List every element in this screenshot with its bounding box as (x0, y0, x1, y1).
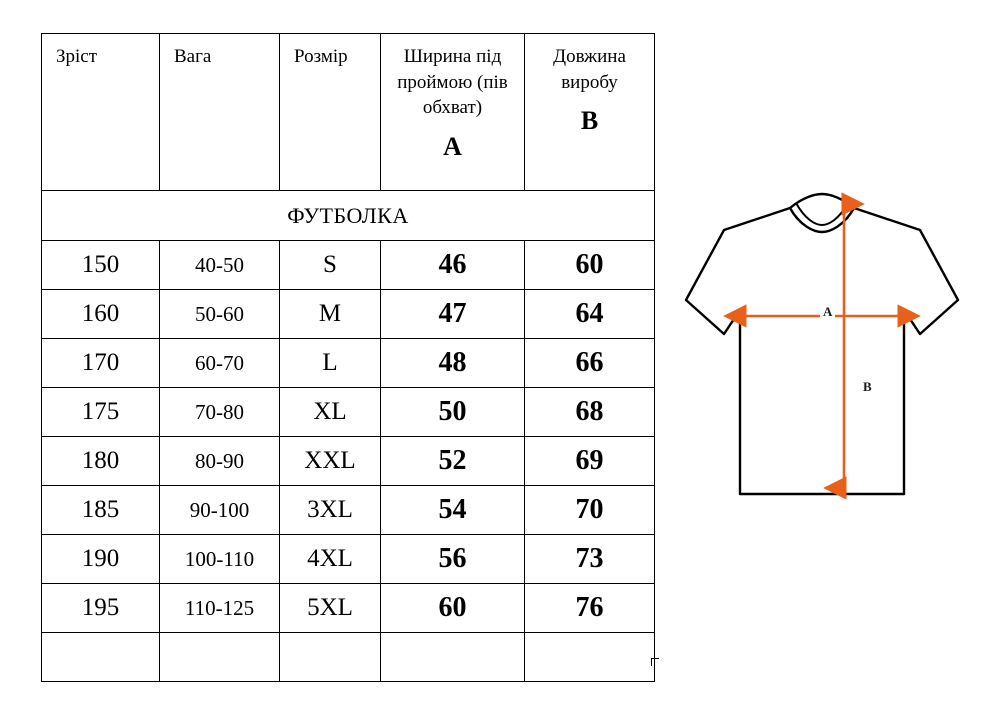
cell-size: M (280, 290, 381, 339)
cell-weight: 40-50 (160, 241, 280, 290)
cell-length-b: 70 (525, 486, 655, 535)
cell-length-b: 66 (525, 339, 655, 388)
column-header-size-label: Розмір (294, 46, 348, 67)
cell-height: 160 (42, 290, 160, 339)
cell-weight: 90-100 (160, 486, 280, 535)
section-title: ФУТБОЛКА (42, 191, 655, 241)
table-row (42, 290, 655, 339)
cell-width-a: 46 (381, 241, 525, 290)
table-row (42, 437, 655, 486)
column-header-length (525, 34, 655, 191)
cell-height: 175 (42, 388, 160, 437)
cell-length-b: 73 (525, 535, 655, 584)
cell-weight (160, 633, 280, 682)
cell-size (280, 633, 381, 682)
cell-weight: 70-80 (160, 388, 280, 437)
cell-width-a: 52 (381, 437, 525, 486)
shirt-outline-path (686, 194, 958, 494)
cell-size: XXL (280, 437, 381, 486)
cell-weight: 60-70 (160, 339, 280, 388)
cell-width-a (381, 633, 525, 682)
column-header-size (280, 34, 381, 191)
column-header-width-label: Ширина під проймою (пів обхват) (397, 46, 508, 119)
cell-height: 170 (42, 339, 160, 388)
cell-size: 4XL (280, 535, 381, 584)
cell-size: 3XL (280, 486, 381, 535)
cell-length-b (525, 633, 655, 682)
table-row (42, 241, 655, 290)
t-shirt-measurement-diagram (672, 182, 972, 522)
size-chart-table (41, 33, 655, 682)
cell-size: XL (280, 388, 381, 437)
cell-width-a: 50 (381, 388, 525, 437)
cell-length-b: 69 (525, 437, 655, 486)
cell-length-b: 64 (525, 290, 655, 339)
cell-length-b: 68 (525, 388, 655, 437)
table-row (42, 584, 655, 633)
cell-size: L (280, 339, 381, 388)
cell-height: 180 (42, 437, 160, 486)
table-row-empty (42, 633, 655, 682)
cell-height: 150 (42, 241, 160, 290)
cell-length-b: 60 (525, 241, 655, 290)
table-header-row (42, 34, 655, 191)
cell-weight: 80-90 (160, 437, 280, 486)
cell-weight: 50-60 (160, 290, 280, 339)
cell-height: 185 (42, 486, 160, 535)
column-header-width-letter: A (443, 131, 462, 161)
column-header-width (381, 34, 525, 191)
table-row (42, 339, 655, 388)
cell-height: 195 (42, 584, 160, 633)
cell-size: S (280, 241, 381, 290)
cell-width-a: 48 (381, 339, 525, 388)
cell-length-b: 76 (525, 584, 655, 633)
cell-weight: 100-110 (160, 535, 280, 584)
table-section-row (42, 191, 655, 241)
cell-weight: 110-125 (160, 584, 280, 633)
cell-width-a: 56 (381, 535, 525, 584)
cell-height: 190 (42, 535, 160, 584)
diagram-label-a: A (820, 304, 835, 320)
table-row (42, 486, 655, 535)
size-chart-container (41, 33, 654, 682)
column-header-length-label: Довжина виробу (553, 46, 626, 93)
column-header-weight (160, 34, 280, 191)
cell-width-a: 47 (381, 290, 525, 339)
diagram-label-b: B (860, 379, 875, 395)
column-header-height (42, 34, 160, 191)
column-header-height-label: Зріст (56, 46, 98, 67)
column-header-length-letter: B (580, 106, 599, 136)
table-corner-mark-icon (651, 658, 659, 666)
cell-height (42, 633, 160, 682)
table-row (42, 535, 655, 584)
cell-width-a: 60 (381, 584, 525, 633)
cell-size: 5XL (280, 584, 381, 633)
column-header-weight-label: Вага (174, 46, 212, 67)
cell-width-a: 54 (381, 486, 525, 535)
table-row (42, 388, 655, 437)
